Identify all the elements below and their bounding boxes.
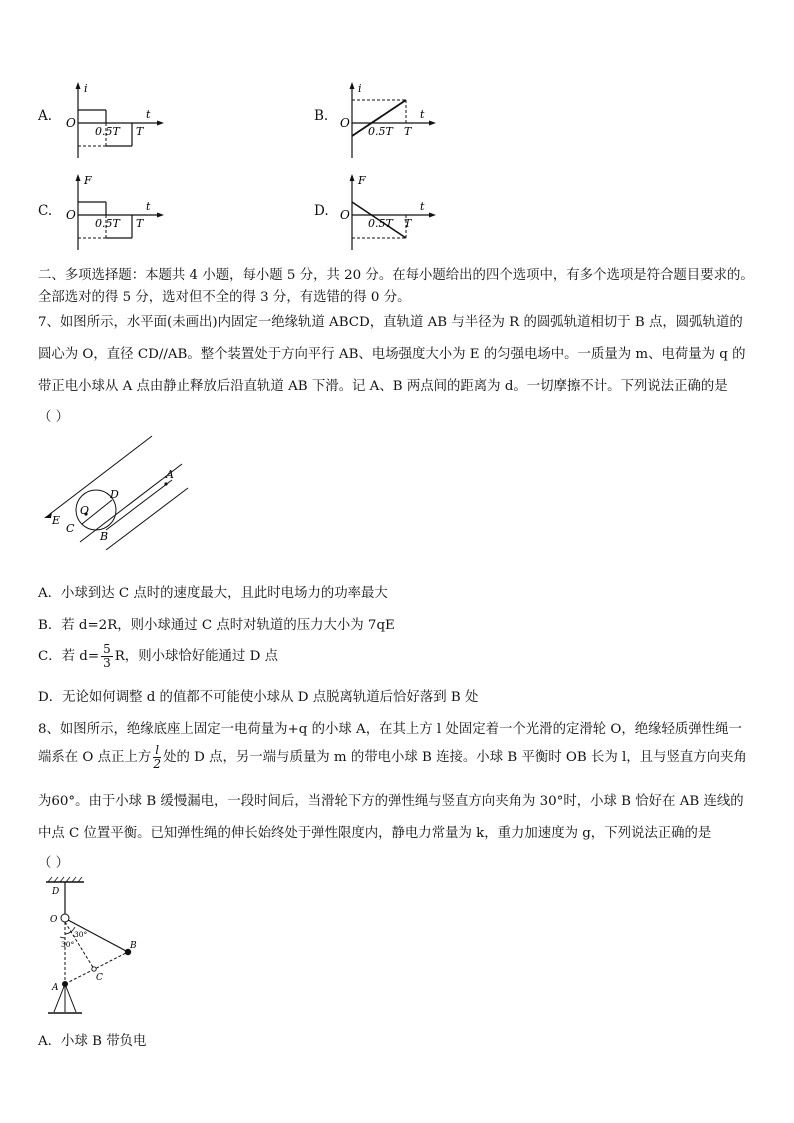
q8-label-b: B: [130, 941, 137, 951]
graph-a-xaxis: t: [146, 108, 151, 121]
q8-label-d: D: [52, 887, 60, 897]
q8-line3: 为60°。由于小球 B 缓慢漏电，一段时间后，当滑轮下方的弹性绳与竖直方向夹角为 30°时，小球 B 恰好在 AB 连线的: [38, 794, 744, 809]
graph-a-tick-half: 0.5T: [95, 125, 120, 138]
q7-label-e: E: [52, 514, 61, 527]
q7-line1: 7、如图所示，水平面(未画出)内固定一绝缘轨道 ABCD，直轨道 AB 与半径为 R 的圆弧轨道相切于 B 点，圆弧轨道的: [38, 315, 743, 330]
graph-d-tick-full: T: [404, 217, 412, 230]
section2-line2: 全部选对的得 5 分，选对但不全的得 3 分，有选错的得 0 分。: [38, 290, 411, 305]
option-c-label: C.: [38, 203, 53, 219]
q7-option-b: B．若 d=2R，则小球通过 C 点时对轨道的压力大小为 7qE: [38, 618, 395, 633]
graph-b-xaxis: t: [420, 108, 425, 121]
graph-a-origin: O: [66, 116, 76, 130]
graph-a: [60, 80, 180, 160]
graph-a-yaxis: i: [84, 82, 88, 95]
q8-label-o: O: [50, 915, 58, 925]
q8-label-c: C: [96, 973, 103, 983]
graph-c-xaxis: t: [146, 200, 151, 213]
graph-c-yaxis: F: [84, 174, 92, 187]
q8-figure: [40, 876, 150, 1021]
q8-line2-pre: 端系在 O 点正上方: [38, 750, 152, 765]
q8-angle-2: 30°: [61, 940, 75, 949]
graph-c: [60, 172, 180, 252]
option-b-label: B.: [314, 108, 329, 124]
graph-b-origin: O: [340, 116, 350, 130]
q7-line2: 圆心为 O，直径 CD//AB。整个装置处于方向平行 AB、电场强度大小为 E 的匀强电场中。一质量为 m、电荷量为 q 的: [38, 347, 746, 362]
graph-d-yaxis: F: [358, 174, 366, 187]
graph-b-tick-half: 0.5T: [368, 125, 393, 138]
graph-c-tick-full: T: [136, 217, 144, 230]
graph-b-tick-full: T: [404, 125, 412, 138]
q7-option-c-fraction: $\frac{5}{3}$: [103, 642, 111, 670]
q8-angle-1: 30°: [74, 930, 88, 939]
option-a-label: A.: [38, 108, 53, 124]
q7-option-c: [38, 640, 278, 674]
graph-a-tick-full: T: [136, 125, 144, 138]
q7-option-a: A．小球到达 C 点时的速度最大，且此时电场力的功率最大: [38, 586, 388, 601]
graph-d-xaxis: t: [420, 200, 425, 213]
q8-bracket: （ ）: [38, 856, 70, 871]
graph-b-yaxis: i: [358, 82, 362, 95]
q8-line2: [38, 740, 747, 776]
graph-b: [334, 80, 454, 160]
graph-c-tick-half: 0.5T: [95, 217, 120, 230]
q7-label-a: A: [166, 468, 174, 481]
graph-d-origin: O: [340, 208, 350, 222]
q8-line2-post: 处的 D 点，另一端与质量为 m 的带电小球 B 连接。小球 B 平衡时 OB 长为 l，且与竖直方向夹角: [163, 750, 747, 765]
q8-line2-fraction: $\frac{l}{2}$: [153, 743, 161, 771]
q7-option-d: D．无论如何调整 d 的值都不可能使小球从 D 点脱离轨道后恰好落到 B 处: [38, 690, 479, 705]
q8-option-a: A．小球 B 带负电: [38, 1034, 147, 1049]
graph-c-origin: O: [66, 208, 76, 222]
q7-label-b: B: [100, 530, 109, 543]
q7-label-c: C: [66, 522, 75, 535]
q8-label-a: A: [52, 983, 59, 993]
q7-label-d: D: [110, 488, 119, 501]
q7-line3: 带正电小球从 A 点由静止释放后沿直轨道 AB 下滑。记 A、B 两点间的距离为 d。一切摩擦不计。下列说法正确的是: [38, 379, 728, 394]
section2-line1: 二、多项选择题：本题共 4 小题，每小题 5 分，共 20 分。在每小题给出的四个选项中，有多个选项是符合题目要求的。: [38, 268, 754, 283]
q7-option-c-pre: C．若 d=: [38, 649, 100, 664]
q7-option-c-post: R，则小球恰好能通过 D 点: [114, 649, 278, 664]
option-d-label: D.: [314, 203, 329, 219]
graph-d: [334, 172, 454, 252]
q8-line4: 中点 C 位置平衡。已知弹性绳的伸长始终处于弹性限度内，静电力常量为 k，重力加速度为 g，下列说法正确的是: [38, 826, 712, 841]
q7-figure: [40, 430, 200, 550]
graph-d-tick-half: 0.5T: [368, 217, 393, 230]
q7-bracket: （ ）: [38, 410, 70, 425]
q8-line1: 8、如图所示，绝缘底座上固定一电荷量为+q 的小球 A，在其上方 l 处固定着一个光滑的定滑轮 O，绝缘轻质弹性绳一: [38, 722, 742, 737]
q7-label-o: O: [80, 504, 90, 517]
